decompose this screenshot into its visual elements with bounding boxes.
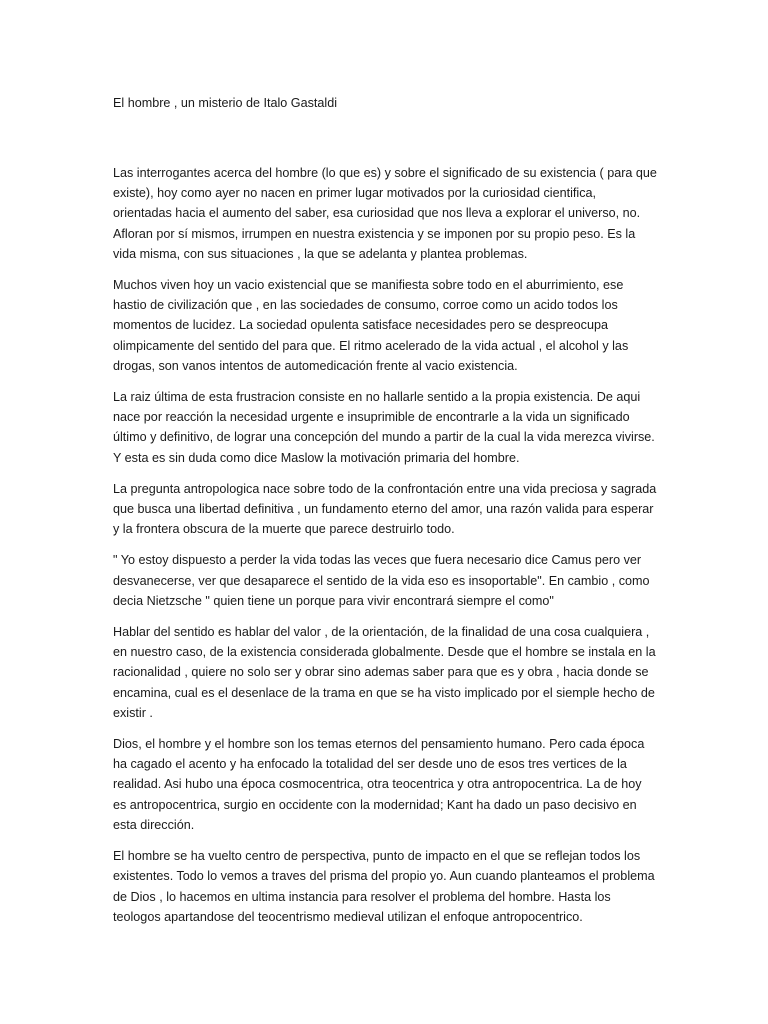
paragraph-5: " Yo estoy dispuesto a perder la vida todas las veces que fuera necesario dice Camus pero ver desvanecerse, ver que desaparece el sentido de la vida eso es insoportable". En cambio , como decia Nietzsche " quien tiene un porque para vivir encontrará siempre el como" [113, 553, 650, 608]
paragraph-1: Las interrogantes acerca del hombre (lo que es) y sobre el significado de su existencia ( para que existe), hoy como ayer no nacen en primer lugar motivados por la curiosidad cientifica, orientadas hacia el aumento del saber, esa curiosidad que nos lleva a explorar el universo, no. Afloran por sí mismos, irrumpen en nuestra existencia y se imponen por su propio peso. Es la vida misma, con sus situaciones , la que se adelanta y plantea problemas. [113, 166, 657, 261]
paragraph-4: La pregunta antropologica nace sobre todo de la confrontación entre una vida preciosa y sagrada que busca una libertad definitiva , un fundamento eterno del amor, una razón valida para esperar y la frontera obscura de la muerte que parece destruirlo todo. [113, 481, 657, 537]
paragraph-2: Muchos viven hoy un vacio existencial que se manifiesta sobre todo en el aburrimiento, ese hastio de civilización que , en las sociedades de consumo, corroe como un acido todos los momentos de lucidez. La sociedad opulenta satisface necesidades pero se despreocupa olimpicamente del sentido del para que. El ritmo acelerado de la vida actual , el alcohol y las drogas, son vanos intentos de automedicación frente al vacio existencia. [113, 278, 629, 373]
paragraph-3: La raiz última de esta frustracion consiste en no hallarle sentido a la propia existencia. De aqui nace por reacción la necesidad urgente e insuprimible de encontrarle a la vida un significado último y definitivo, de lograr una concepción del mundo a partir de la cual la vida merezca vivirse. Y esta es sin duda como dice Maslow la motivación primaria del hombre. [113, 390, 655, 465]
paragraph-6: Hablar del sentido es hablar del valor , de la orientación, de la finalidad de una cosa cualquiera , en nuestro caso, de la existencia considerada globalmente. Desde que el hombre se instala en la racionalidad , quiere no solo ser y obrar sino ademas saber para que es y obra , hacia donde se encamina, cual es el desenlace de la trama en que se ha visto implicado por el siemple hecho de existir . [113, 625, 656, 720]
paragraph-7: Dios, el hombre y el hombre son los temas eternos del pensamiento humano. Pero cada época ha cagado el acento y ha enfocado la totalidad del ser desde uno de esos tres vertices de la realidad. Asi hubo una época cosmocentrica, otra teocentrica y otra antropocentrica. La de hoy es antropocentrica, surgio en occidente con la modernidad; Kant ha dado un paso decisivo en esta dirección. [113, 737, 645, 832]
document-title: El hombre , un misterio de Italo Gastaldi [113, 96, 337, 110]
paragraph-8: El hombre se ha vuelto centro de perspectiva, punto de impacto en el que se reflejan todos los existentes. Todo lo vemos a traves del prisma del propio yo. Aun cuando planteamos el problema de Dios , lo hacemos en ultima instancia para resolver el problema del hombre. Hasta los teologos apartandose del teocentrismo medieval utilizan el enfoque antropocentrico. [113, 849, 655, 924]
